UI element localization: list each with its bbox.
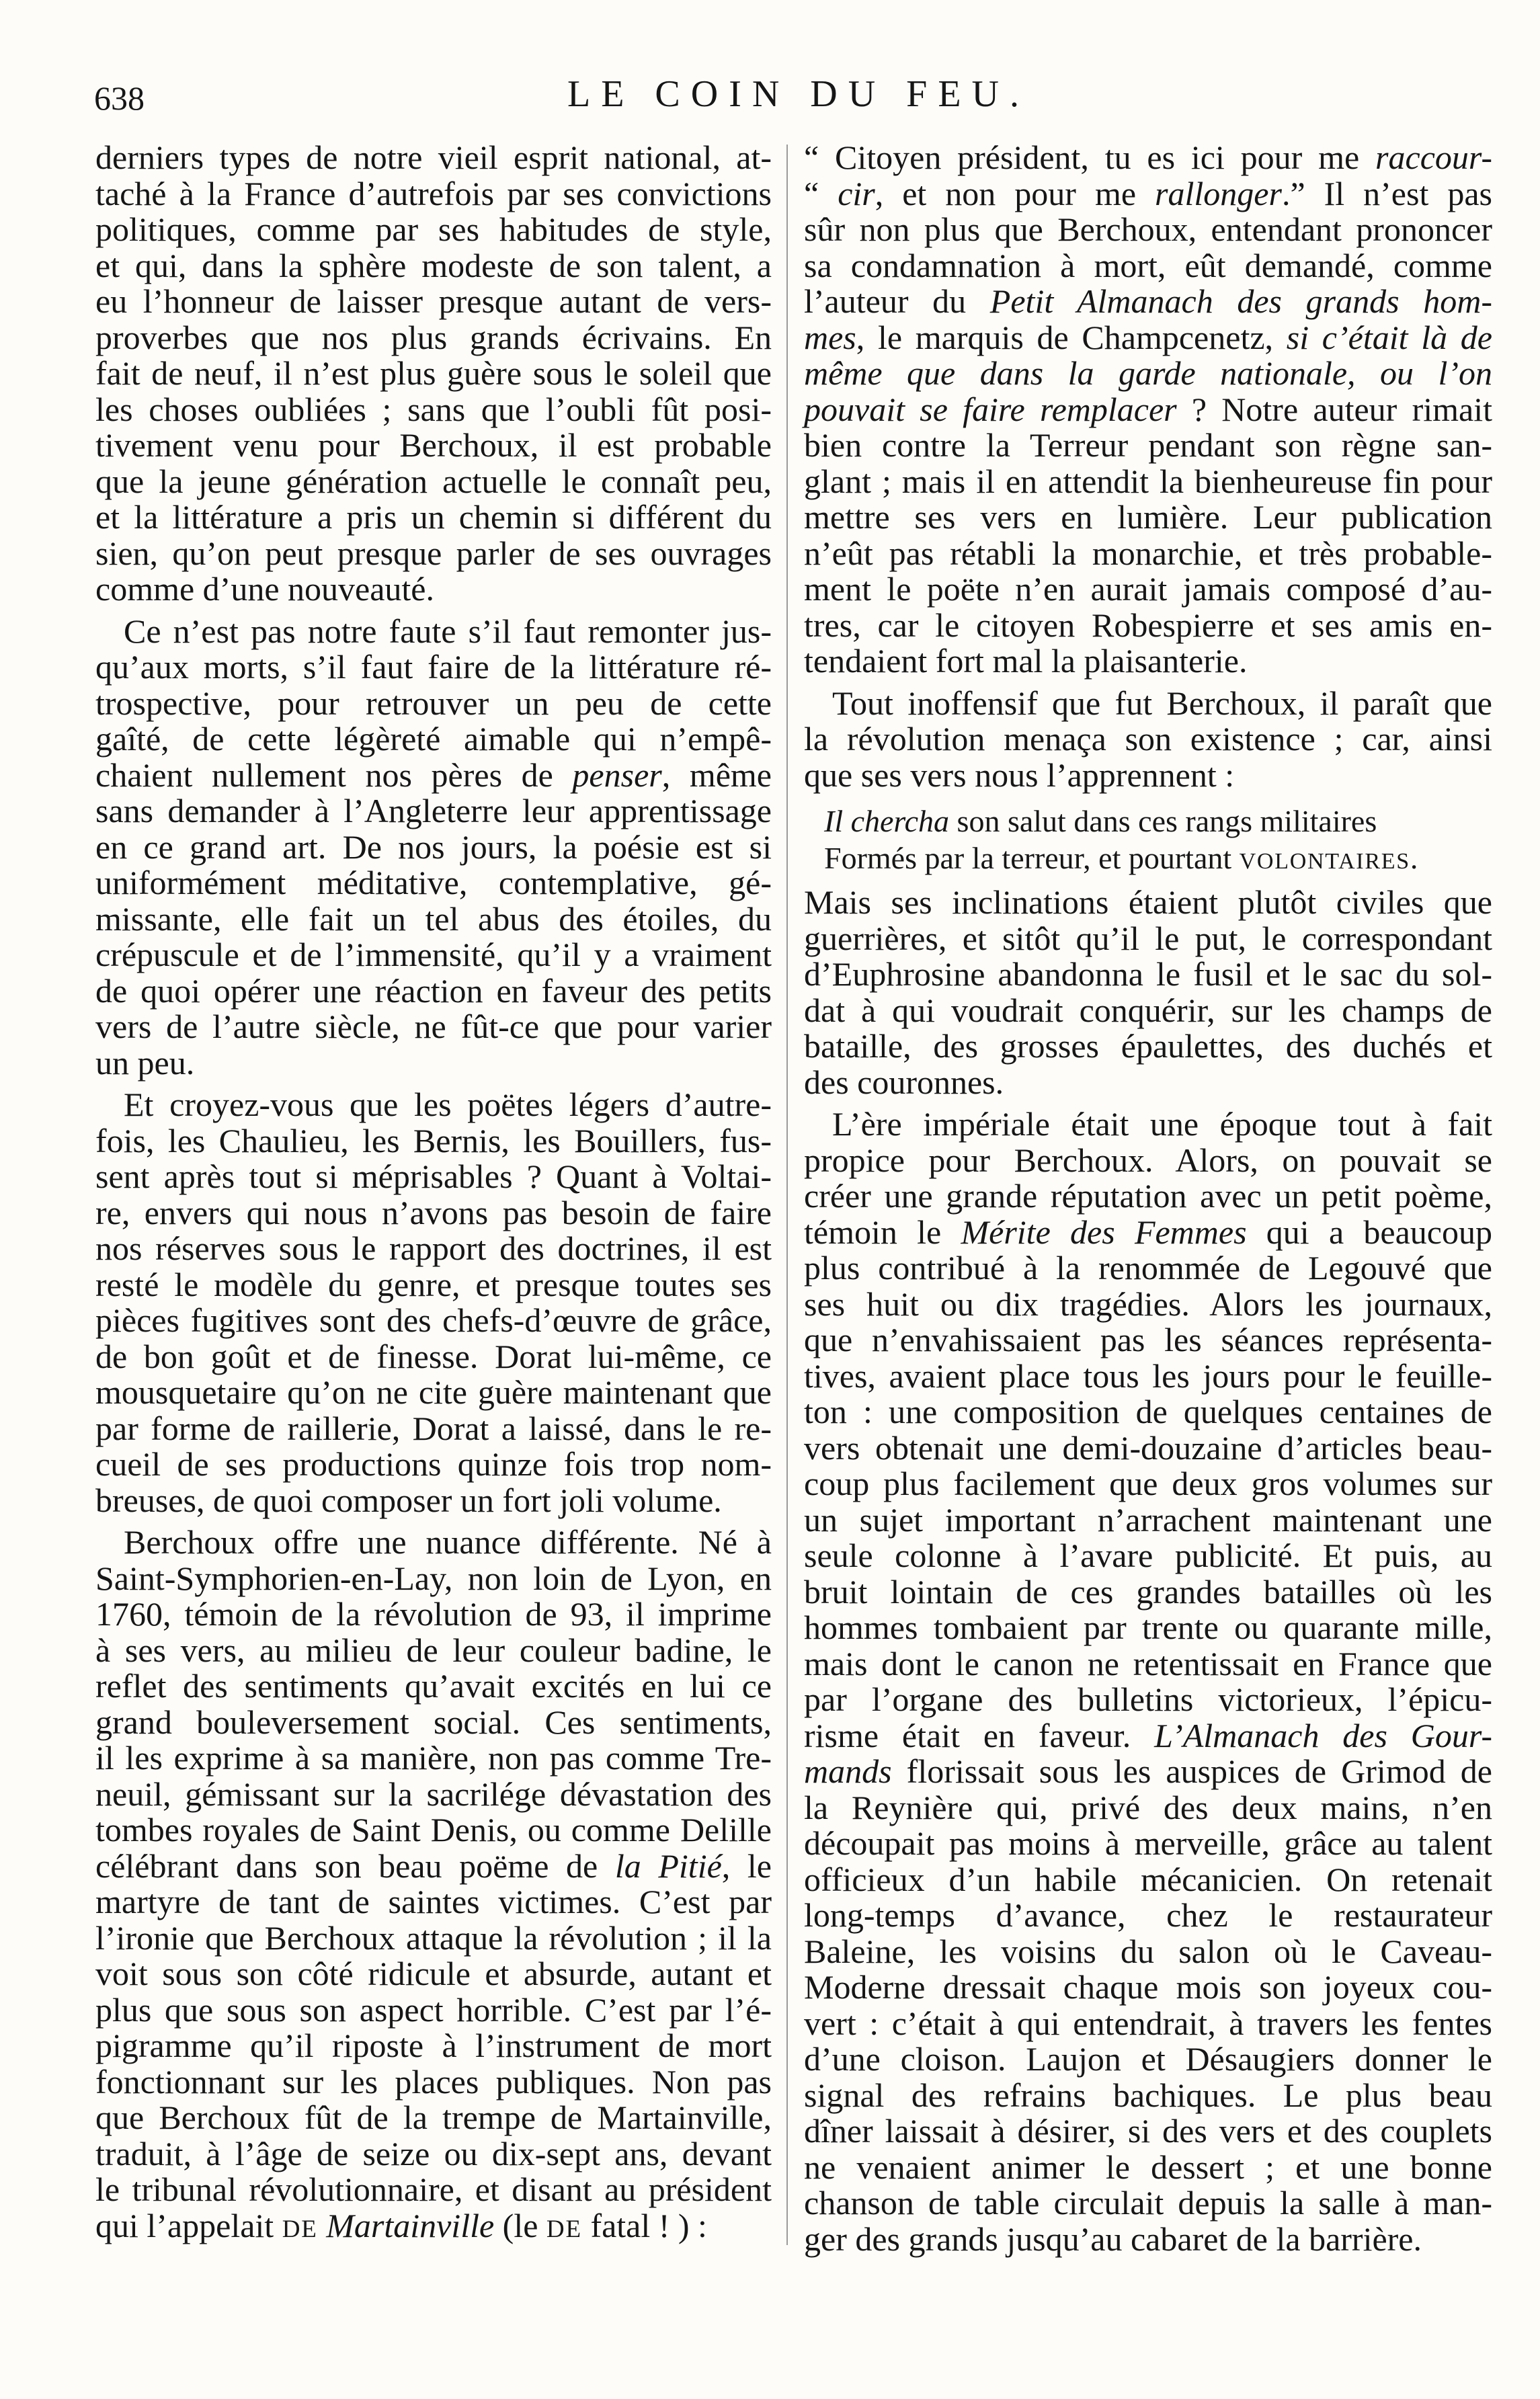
paragraph (804, 140, 1492, 680)
text-run: . (1410, 841, 1418, 875)
text-run: chaient nullement nos pères de (95, 756, 573, 794)
text-run: , et non pour me (875, 174, 1156, 212)
text-line: mettre ses vers en lumière. Leur publication (804, 498, 1492, 536)
text-line: par l’organe des bulletins victorieux, l’épicu- (804, 1680, 1492, 1718)
paragraph (804, 686, 1492, 794)
text-line (804, 356, 1492, 392)
text-line: tivement venu pour Berchoux, il est probable (95, 426, 772, 464)
text-line: eu l’honneur de laisser presque autant de vers- (95, 282, 772, 320)
text-line: la Reynière qui, privé des deux mains, n’en (804, 1788, 1492, 1826)
text-line: gaîté, de cette légèreté aimable qui n’empê- (95, 720, 772, 758)
text-run: célébrant dans son beau poëme de (95, 1846, 615, 1885)
text-line: coup plus facilement que deux gros volumes sur (804, 1465, 1492, 1502)
text-run: , le marquis de Champcenetz, (856, 318, 1287, 356)
text-run: “ Citoyen président, tu es ici pour me (804, 138, 1376, 176)
verse-quotation (804, 803, 1492, 877)
text-line (804, 140, 1492, 176)
paragraph (804, 1106, 1492, 2257)
text-line: de bon goût et de finesse. Dorat lui-même, ce (95, 1337, 772, 1375)
italic-text: penser (572, 756, 662, 794)
text-line: plus contribué à la renommée de Legouvé que (804, 1249, 1492, 1287)
text-line: martyre de tant de saintes victimes. C’est par (95, 1883, 772, 1920)
text-line: Tout inoffensif que fut Berchoux, il paraît que (832, 684, 1492, 722)
text-line: ne venaient animer le dessert ; et une bonne (804, 2148, 1492, 2186)
text-line: qu’aux morts, s’il faut faire de la littérature ré- (95, 648, 772, 686)
italic-text: Martainville (326, 2206, 495, 2244)
text-line: voit sous son côté ridicule et absurde, autant et (95, 1955, 772, 1992)
text-line (804, 320, 1492, 356)
text-line: tives, avaient place tous les jours pour le feuille- (804, 1356, 1492, 1395)
text-line: tendaient fort mal la plaisanterie. (804, 642, 1248, 680)
text-line (804, 1718, 1492, 1754)
italic-text: mes (804, 318, 856, 356)
italic-text: pouvait se faire remplacer (804, 390, 1177, 428)
text-line: que Berchoux fût de la trempe de Martainville, (95, 2099, 772, 2136)
text-run: fatal ! ) : (581, 2206, 707, 2244)
text-line: cueil de ses productions quinze fois trop nom- (95, 1445, 772, 1483)
text-line (804, 284, 1492, 320)
text-line: vers obtenait une demi-douzaine d’articles beau- (804, 1428, 1492, 1467)
text-line: mais dont le canon ne retentissait en France que (804, 1644, 1492, 1682)
text-line: missante, elle fait un tel abus des étoiles, du (95, 899, 772, 938)
text-line (804, 392, 1492, 428)
text-line: hommes tombaient par trente ou quarante mille, (804, 1609, 1492, 1646)
text-line: guerrières, et sitôt qu’il le put, le correspondant (804, 919, 1492, 957)
text-line: le tribunal révolutionnaire, et disant au président (95, 2170, 772, 2208)
text-line: seule colonne à l’avare publicité. Et puis, au (804, 1537, 1492, 1574)
text-line: vers de l’autre siècle, ne fût-ce que pour varier (95, 1008, 772, 1045)
text-line: tres, car le citoyen Robespierre et ses amis en- (804, 606, 1492, 644)
text-line: de quoi opérer une réaction en faveur des petits (95, 971, 772, 1010)
text-run: “ (804, 174, 838, 212)
text-line: politiques, comme par ses habitudes de style, (95, 210, 772, 248)
text-line: pièces fugitives sont des chefs-d’œuvre de grâce, (95, 1301, 772, 1339)
text-line: vert : c’était à qui entendrait, à travers les fentes (804, 2004, 1492, 2042)
text-line: Moderne dressait chaque mois son joyeux cou- (804, 1968, 1492, 2006)
text-line: Berchoux offre une nuance différente. Né à (124, 1523, 772, 1561)
text-line: il les exprime à sa manière, non pas comme Tre- (95, 1739, 772, 1777)
text-line: glant ; mais il en attendit la bienheureuse fin pour (804, 462, 1492, 500)
text-line: plus que sous son aspect horrible. C’est par l’é- (95, 1990, 772, 2029)
paragraph (95, 140, 772, 608)
text-line: d’Euphrosine abandonna le fusil et le sac du sol- (804, 955, 1492, 993)
text-line (804, 1754, 1492, 1790)
text-line: n’eût pas rétabli la monarchie, et très probable- (804, 534, 1492, 572)
text-line: que ses vers nous l’apprennent : (804, 756, 1235, 794)
column-divider (786, 145, 788, 2245)
text-line: re, envers qui nous n’avons pas besoin de faire (95, 1193, 772, 1231)
text-line: l’ironie que Berchoux attaque la révolution ; il la (95, 1918, 772, 1957)
text-line: dîner laissait à désirer, si des vers et des couplets (804, 2112, 1492, 2150)
italic-text: mands (804, 1752, 892, 1790)
text-line: Baleine, les voisins du salon où le Caveau- (804, 1932, 1492, 1970)
text-line: crépuscule et de l’immensité, qu’il y a vraiment (95, 936, 772, 973)
text-line: bataille, des grosses épaulettes, des duchés et (804, 1027, 1492, 1065)
text-run: qui a beaucoup (1246, 1213, 1492, 1251)
text-line: Ce n’est pas notre faute s’il faut remonter jus- (124, 612, 772, 650)
running-title: LE COIN DU FEU. (567, 73, 1030, 115)
text-line: sa condamnation à mort, eût demandé, comme (804, 246, 1492, 284)
text-line (804, 1215, 1492, 1251)
text-line: bien contre la Terreur pendant son règne san- (804, 426, 1492, 464)
text-line: uniformément méditative, contemplative, gé- (95, 864, 772, 901)
text-line: mousquetaire qu’on ne cite guère maintenant que (95, 1373, 772, 1411)
text-line: d’une cloison. Laujon et Désaugiers donner le (804, 2040, 1492, 2078)
italic-text: la Pitié (614, 1846, 722, 1885)
text-run: , même (661, 756, 772, 794)
text-line: et qui, dans la sphère modeste de son talent, a (95, 246, 772, 284)
text-line (824, 803, 1492, 840)
text-line: ses huit ou dix tragédies. Alors les journaux, (804, 1285, 1492, 1323)
text-line: par forme de raillerie, Dorat a laissé, dans le re- (95, 1409, 772, 1447)
text-line: Saint-Symphorien-en-Lay, non loin de Lyon, en (95, 1559, 772, 1597)
text-line: 1760, témoin de la révolution de 93, il imprime (95, 1595, 772, 1633)
text-line (95, 1848, 772, 1885)
text-run: ? Notre auteur rimait (1176, 390, 1492, 428)
text-line: en ce grand art. De nos jours, la poésie est si (95, 827, 772, 866)
right-column (804, 140, 1492, 2257)
text-run: l’auteur du (804, 282, 990, 320)
text-run: risme était en faveur. (804, 1716, 1155, 1754)
text-line: sent après tout si méprisables ? Quant à Voltai- (95, 1157, 772, 1195)
text-line: découpait pas moins à merveille, grâce au talent (804, 1824, 1492, 1862)
italic-text: rallonger (1155, 174, 1282, 212)
text-line: la révolution menaça son existence ; car, ainsi (804, 720, 1492, 758)
text-line: derniers types de notre vieil esprit national, at- (95, 138, 772, 176)
text-line: chanson de table circulait depuis la salle à man- (804, 2184, 1492, 2222)
text-line: ger des grands jusqu’au cabaret de la barrière. (804, 2220, 1422, 2258)
paragraph (804, 885, 1492, 1100)
text-run: (le (494, 2206, 546, 2244)
text-run: .” Il n’est pas (1281, 174, 1492, 212)
text-line: créer une grande réputation avec un petit poème, (804, 1177, 1492, 1215)
text-line: neuil, gémissant sur la sacrilége dévastation des (95, 1775, 772, 1813)
paragraph (95, 1087, 772, 1518)
text-line: nos réserves sous le rapport des doctrines, il est (95, 1229, 772, 1267)
text-line: L’ère impériale était une époque tout à fait (832, 1105, 1492, 1143)
text-line: comme d’une nouveauté. (95, 570, 434, 608)
italic-text: même que dans la garde nationale, ou l’on (804, 354, 1492, 392)
text-run: florissait sous les auspices de Grimod de (891, 1752, 1492, 1790)
text-line (95, 2208, 772, 2244)
text-line: ton : une composition de quelques centaines de (804, 1393, 1492, 1430)
text-line: ment le poëte n’en aurait jamais composé d’au- (804, 570, 1492, 608)
text-line: sans demander à l’Angleterre leur apprentissage (95, 792, 772, 829)
text-line: taché à la France d’autrefois par ses convictions (95, 174, 772, 212)
small-caps-text: VOLONTAIRES (1239, 849, 1410, 874)
text-line: signal des refrains bachiques. Le plus beau (804, 2076, 1492, 2114)
text-run: qui l’appelait (95, 2206, 282, 2244)
text-line: que n’envahissaient pas les séances représenta- (804, 1321, 1492, 1358)
text-line: fait de neuf, il n’est plus guère sous le soleil que (95, 354, 772, 392)
text-run: Formés par la terreur, et pourtant (824, 841, 1240, 875)
text-run: témoin le (804, 1213, 961, 1251)
text-line: propice pour Berchoux. Alors, on pouvait se (804, 1141, 1492, 1179)
text-line: tombes royales de Saint Denis, ou comme Delille (95, 1811, 772, 1848)
page-number: 638 (94, 79, 145, 117)
text-line: trospective, pour retrouver un peu de cette (95, 684, 772, 722)
italic-text: L’Almanach des Gour- (1154, 1716, 1493, 1754)
paragraph (95, 614, 772, 1082)
text-line: long-temps d’avance, chez le restaurateur (804, 1896, 1492, 1934)
text-line: à ses vers, au milieu de leur couleur badine, le (95, 1631, 772, 1669)
text-line: breuses, de quoi composer un fort joli volume. (95, 1481, 722, 1519)
italic-text: cir (838, 174, 875, 212)
italic-text: Petit Almanach des grands hom- (989, 282, 1492, 320)
text-line: bruit lointain de ces grandes batailles où les (804, 1572, 1492, 1611)
paragraph (95, 1524, 772, 2244)
text-line: un peu. (95, 1043, 195, 1082)
text-line: reflet des sentiments qu’avait excités en lui ce (95, 1667, 772, 1705)
text-line: et la littérature a pris un chemin si différent du (95, 498, 772, 536)
text-line: fonctionnant sur les places publiques. Non pas (95, 2062, 772, 2101)
text-line: traduit, à l’âge de seize ou dix-sept ans, devant (95, 2134, 772, 2172)
text-line (804, 176, 1492, 212)
small-caps-text: DE (282, 2215, 318, 2243)
small-caps-text: DE (546, 2215, 582, 2243)
page-header (0, 0, 1540, 134)
text-line: que la jeune génération actuelle le connaît peu, (95, 462, 772, 500)
text-line: dat à qui voudrait conquérir, sur les champs de (804, 991, 1492, 1029)
text-line: fois, les Chaulieu, les Bernis, les Bouillers, fus- (95, 1121, 772, 1160)
text-run: son salut dans ces rangs militaires (949, 804, 1377, 838)
italic-text: raccour- (1375, 138, 1492, 176)
left-column (95, 140, 772, 2244)
text-line: Mais ses inclinations étaient plutôt civiles que (804, 883, 1492, 921)
text-line (95, 758, 772, 794)
text-line: un sujet important n’arrachent maintenant une (804, 1500, 1492, 1539)
text-line: Et croyez-vous que les poëtes légers d’autre- (124, 1086, 772, 1123)
text-line: officieux d’un habile mécanicien. On retenait (804, 1860, 1492, 1898)
italic-text: Il chercha (824, 804, 950, 838)
text-line: pigramme qu’il riposte à l’instrument de mort (95, 2027, 772, 2064)
text-run: , le (721, 1846, 772, 1885)
italic-text: Mérite des Femmes (961, 1213, 1247, 1251)
text-line: des couronnes. (804, 1063, 1004, 1101)
text-run (318, 2207, 327, 2244)
text-line: les choses oubliées ; sans que l’oubli fût posi- (95, 390, 772, 428)
text-line: grand bouleversement social. Ces sentiments, (95, 1703, 772, 1741)
text-line (824, 840, 1492, 877)
text-line: resté le modèle du genre, et presque toutes ses (95, 1265, 772, 1303)
text-line: sien, qu’on peut presque parler de ses ouvrages (95, 534, 772, 572)
text-line: sûr non plus que Berchoux, entendant prononcer (804, 210, 1492, 248)
text-line: proverbes que nos plus grands écrivains. En (95, 318, 772, 356)
italic-text: si c’était là de (1286, 318, 1492, 356)
